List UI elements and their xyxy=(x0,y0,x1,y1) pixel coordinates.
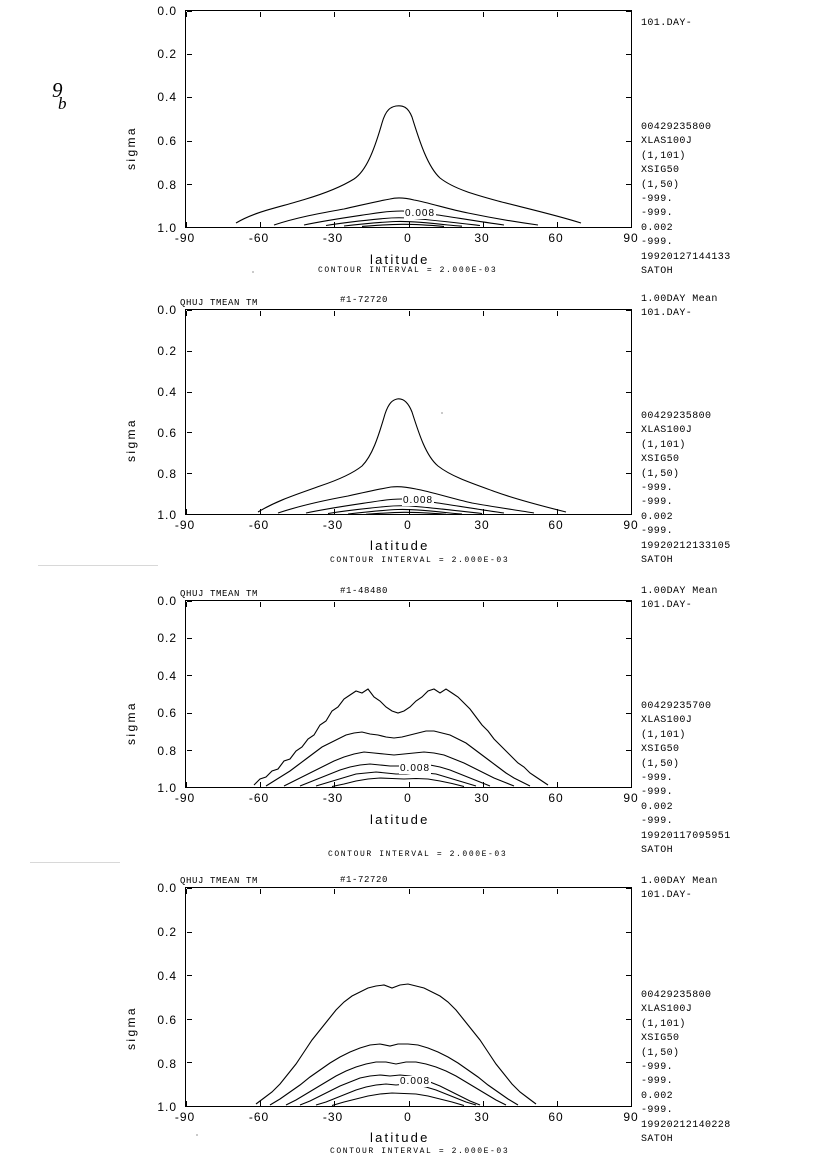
y-tickmark xyxy=(187,97,192,98)
panel-3-ytick-2: 0.4 xyxy=(157,669,177,683)
panel-1-sidebar-top: 101.DAY- xyxy=(641,18,693,30)
x-tickmark xyxy=(186,311,187,316)
x-tickmark xyxy=(631,782,632,787)
panel-4-xtick-4: 30 xyxy=(474,1110,490,1124)
panel-2-ytick-1: 0.2 xyxy=(157,344,177,358)
x-tickmark xyxy=(334,12,335,17)
chart-panel-4 xyxy=(0,875,828,1167)
panel-4-ytick-3: 0.6 xyxy=(157,1013,177,1027)
x-tickmark xyxy=(186,602,187,607)
y-tickmark xyxy=(626,932,631,933)
y-tickmark xyxy=(187,227,192,228)
panel-2-sidebar-top: 1.00DAY Mean 101.DAY- xyxy=(641,294,718,320)
y-tickmark xyxy=(626,310,631,311)
panel-2-xtick-6: 90 xyxy=(623,518,639,532)
x-tickmark xyxy=(557,1101,558,1106)
x-tickmark xyxy=(334,222,335,227)
panel-3-ytick-5: 1.0 xyxy=(157,781,177,795)
panel-2-xtick-1: -60 xyxy=(248,518,270,532)
panel-1-contour-interval: CONTOUR INTERVAL = 2.000E-03 xyxy=(318,266,498,275)
panel-2-contour-interval: CONTOUR INTERVAL = 2.000E-03 xyxy=(330,556,510,565)
panel-1-xtick-3: 0 xyxy=(404,231,412,245)
panel-1-xtick-6: 90 xyxy=(623,231,639,245)
panel-2-xtick-4: 30 xyxy=(474,518,490,532)
panel-2-xtick-5: 60 xyxy=(548,518,564,532)
y-tickmark xyxy=(187,787,192,788)
panel-4-contour-label: 0.008 xyxy=(400,1076,431,1087)
x-tickmark xyxy=(260,509,261,514)
y-tickmark xyxy=(626,888,631,889)
x-tickmark xyxy=(483,782,484,787)
panel-4-ytick-5: 1.0 xyxy=(157,1100,177,1114)
y-tickmark xyxy=(626,1019,631,1020)
scan-speck xyxy=(441,412,443,414)
y-tickmark xyxy=(187,473,192,474)
y-tickmark xyxy=(626,54,631,55)
panel-3-xtick-4: 30 xyxy=(474,791,490,805)
x-tickmark xyxy=(260,311,261,316)
panel-1-contour-label: 0.008 xyxy=(405,208,436,219)
panel-2-ytick-4: 0.8 xyxy=(157,467,177,481)
x-tickmark xyxy=(334,1101,335,1106)
y-tickmark xyxy=(626,1062,631,1063)
handwritten-figure-label: 9 b xyxy=(52,78,67,113)
x-tickmark xyxy=(260,602,261,607)
x-tickmark xyxy=(334,889,335,894)
x-tickmark xyxy=(409,222,410,227)
panel-1-ytick-0: 0.0 xyxy=(157,4,177,18)
chart-panel-1 xyxy=(0,0,828,290)
x-tickmark xyxy=(409,782,410,787)
y-tickmark xyxy=(187,675,192,676)
panel-4-xtick-3: 0 xyxy=(404,1110,412,1124)
x-tickmark xyxy=(260,889,261,894)
panel-2-xtick-0: -90 xyxy=(174,518,196,532)
chart-panel-2 xyxy=(0,290,828,580)
panel-2-ytick-2: 0.4 xyxy=(157,385,177,399)
x-tickmark xyxy=(631,222,632,227)
y-tickmark xyxy=(626,1106,631,1107)
x-tickmark xyxy=(260,222,261,227)
panel-3-contour-interval: CONTOUR INTERVAL = 2.000E-03 xyxy=(328,850,508,859)
y-tickmark xyxy=(187,141,192,142)
y-tickmark xyxy=(187,54,192,55)
panel-4-contours xyxy=(186,888,631,1106)
x-tickmark xyxy=(409,311,410,316)
x-tickmark xyxy=(260,782,261,787)
x-tickmark xyxy=(260,1101,261,1106)
x-tickmark xyxy=(334,602,335,607)
x-tickmark xyxy=(483,889,484,894)
panel-1-sidebar: 00429235800 XLAS100J (1,101) XSIG50 (1,50) -999. -999. 0.002 -999. 19920127144133 SATOH xyxy=(641,122,731,278)
panel-1-xtick-5: 60 xyxy=(548,231,564,245)
x-tickmark xyxy=(409,509,410,514)
y-tickmark xyxy=(626,392,631,393)
y-tickmark xyxy=(187,310,192,311)
x-tickmark xyxy=(334,782,335,787)
panel-3-plot-frame xyxy=(185,600,632,788)
y-tickmark xyxy=(626,713,631,714)
y-tickmark xyxy=(626,473,631,474)
panel-1-ytick-4: 0.8 xyxy=(157,178,177,192)
panel-1-ytick-1: 0.2 xyxy=(157,47,177,61)
y-tickmark xyxy=(626,975,631,976)
panel-2-ytick-3: 0.6 xyxy=(157,426,177,440)
panel-1-ytick-2: 0.4 xyxy=(157,90,177,104)
panel-1-xtick-2: -30 xyxy=(322,231,344,245)
y-tickmark xyxy=(187,932,192,933)
panel-3-ytick-3: 0.6 xyxy=(157,706,177,720)
y-tickmark xyxy=(626,675,631,676)
scan-streak xyxy=(38,565,158,566)
scan-streak xyxy=(30,862,120,863)
panel-3-xtick-6: 90 xyxy=(623,791,639,805)
x-tickmark xyxy=(631,602,632,607)
panel-1-plot-frame xyxy=(185,10,632,228)
x-tickmark xyxy=(557,889,558,894)
panel-3-contours xyxy=(186,601,631,787)
panel-4-ytick-0: 0.0 xyxy=(157,881,177,895)
x-tickmark xyxy=(260,12,261,17)
panel-3-sidebar-top: 1.00DAY Mean 101.DAY- xyxy=(641,586,718,612)
panel-2-case: #1-72720 xyxy=(340,295,389,305)
y-tickmark xyxy=(626,141,631,142)
y-tickmark xyxy=(187,888,192,889)
x-tickmark xyxy=(631,889,632,894)
panel-4-case: #1-72720 xyxy=(340,875,389,885)
x-tickmark xyxy=(483,12,484,17)
y-tickmark xyxy=(626,11,631,12)
x-tickmark xyxy=(557,782,558,787)
panel-3-xtick-0: -90 xyxy=(174,791,196,805)
x-tickmark xyxy=(631,12,632,17)
panel-4-ytick-1: 0.2 xyxy=(157,925,177,939)
panel-2-xtick-2: -30 xyxy=(322,518,344,532)
x-tickmark xyxy=(557,222,558,227)
y-tickmark xyxy=(626,514,631,515)
panel-3-xtick-5: 60 xyxy=(548,791,564,805)
panel-3-contour-label: 0.008 xyxy=(400,763,431,774)
panel-2-xtick-3: 0 xyxy=(404,518,412,532)
panel-3-y-axis-label: sigma xyxy=(124,700,138,745)
panel-2-ytick-0: 0.0 xyxy=(157,303,177,317)
x-tickmark xyxy=(557,509,558,514)
y-tickmark xyxy=(626,787,631,788)
x-tickmark xyxy=(186,889,187,894)
y-tickmark xyxy=(626,227,631,228)
panel-4-xtick-5: 60 xyxy=(548,1110,564,1124)
panel-1-ytick-5: 1.0 xyxy=(157,221,177,235)
x-tickmark xyxy=(483,509,484,514)
panel-3-xtick-1: -60 xyxy=(248,791,270,805)
panel-4-plot-frame xyxy=(185,887,632,1107)
x-tickmark xyxy=(334,509,335,514)
panel-3-x-axis-label: latitude xyxy=(370,812,430,827)
panel-3-ytick-0: 0.0 xyxy=(157,594,177,608)
y-tickmark xyxy=(187,975,192,976)
panel-2-ytick-5: 1.0 xyxy=(157,508,177,522)
x-tickmark xyxy=(483,222,484,227)
y-tickmark xyxy=(626,638,631,639)
x-tickmark xyxy=(334,311,335,316)
panel-4-x-axis-label: latitude xyxy=(370,1130,430,1145)
y-tickmark xyxy=(187,1106,192,1107)
panel-1-xtick-0: -90 xyxy=(174,231,196,245)
panel-1-xtick-1: -60 xyxy=(248,231,270,245)
panel-4-sidebar: 00429235800 XLAS100J (1,101) XSIG50 (1,50) -999. -999. 0.002 -999. 19920212140228 SATOH xyxy=(641,990,731,1146)
y-tickmark xyxy=(187,392,192,393)
x-tickmark xyxy=(557,12,558,17)
panel-1-xtick-4: 30 xyxy=(474,231,490,245)
y-tickmark xyxy=(187,1062,192,1063)
panel-1-contours xyxy=(186,11,631,227)
x-tickmark xyxy=(631,509,632,514)
panel-4-sidebar-top: 1.00DAY Mean 101.DAY- xyxy=(641,876,718,902)
panel-2-x-axis-label: latitude xyxy=(370,538,430,553)
y-tickmark xyxy=(626,351,631,352)
y-tickmark xyxy=(626,97,631,98)
y-tickmark xyxy=(187,432,192,433)
y-tickmark xyxy=(187,713,192,714)
panel-2-plot-frame xyxy=(185,309,632,515)
y-tickmark xyxy=(187,1019,192,1020)
y-tickmark xyxy=(187,11,192,12)
y-tickmark xyxy=(626,432,631,433)
x-tickmark xyxy=(631,1101,632,1106)
panel-3-sidebar: 00429235700 XLAS100J (1,101) XSIG50 (1,50) -999. -999. 0.002 -999. 19920117095951 SATOH xyxy=(641,701,731,857)
x-tickmark xyxy=(186,12,187,17)
panel-3-xtick-2: -30 xyxy=(322,791,344,805)
panel-2-contours xyxy=(186,310,631,514)
panel-3-ytick-1: 0.2 xyxy=(157,631,177,645)
x-tickmark xyxy=(557,311,558,316)
x-tickmark xyxy=(483,1101,484,1106)
y-tickmark xyxy=(626,601,631,602)
panel-4-xtick-6: 90 xyxy=(623,1110,639,1124)
panel-3-title: QHUJ TMEAN TM xyxy=(180,589,259,599)
panel-4-xtick-1: -60 xyxy=(248,1110,270,1124)
y-tickmark xyxy=(187,750,192,751)
scan-speck xyxy=(196,1134,198,1136)
panel-1-x-axis-label: latitude xyxy=(370,252,430,267)
panel-2-sidebar: 00429235800 XLAS100J (1,101) XSIG50 (1,50) -999. -999. 0.002 -999. 19920212133105 SATOH xyxy=(641,411,731,567)
panel-2-y-axis-label: sigma xyxy=(124,417,138,462)
panel-1-ytick-3: 0.6 xyxy=(157,134,177,148)
y-tickmark xyxy=(187,638,192,639)
y-tickmark xyxy=(187,351,192,352)
panel-3-xtick-3: 0 xyxy=(404,791,412,805)
scan-speck xyxy=(252,271,254,273)
x-tickmark xyxy=(409,602,410,607)
x-tickmark xyxy=(409,12,410,17)
panel-4-y-axis-label: sigma xyxy=(124,1005,138,1050)
x-tickmark xyxy=(483,311,484,316)
chart-panel-3 xyxy=(0,580,828,875)
y-tickmark xyxy=(626,184,631,185)
y-tickmark xyxy=(626,750,631,751)
panel-3-ytick-4: 0.8 xyxy=(157,744,177,758)
panel-4-ytick-2: 0.4 xyxy=(157,969,177,983)
y-tickmark xyxy=(187,514,192,515)
panel-2-contour-label: 0.008 xyxy=(403,495,434,506)
x-tickmark xyxy=(409,889,410,894)
panel-4-xtick-2: -30 xyxy=(322,1110,344,1124)
panel-4-xtick-0: -90 xyxy=(174,1110,196,1124)
panel-3-case: #1-48480 xyxy=(340,586,389,596)
panel-2-title: QHUJ TMEAN TM xyxy=(180,298,259,308)
panel-4-contour-interval: CONTOUR INTERVAL = 2.000E-03 xyxy=(330,1147,510,1156)
panel-4-ytick-4: 0.8 xyxy=(157,1057,177,1071)
panel-4-title: QHUJ TMEAN TM xyxy=(180,876,259,886)
panel-1-y-axis-label: sigma xyxy=(124,125,138,170)
y-tickmark xyxy=(187,601,192,602)
y-tickmark xyxy=(187,184,192,185)
x-tickmark xyxy=(409,1101,410,1106)
x-tickmark xyxy=(557,602,558,607)
x-tickmark xyxy=(631,311,632,316)
x-tickmark xyxy=(483,602,484,607)
